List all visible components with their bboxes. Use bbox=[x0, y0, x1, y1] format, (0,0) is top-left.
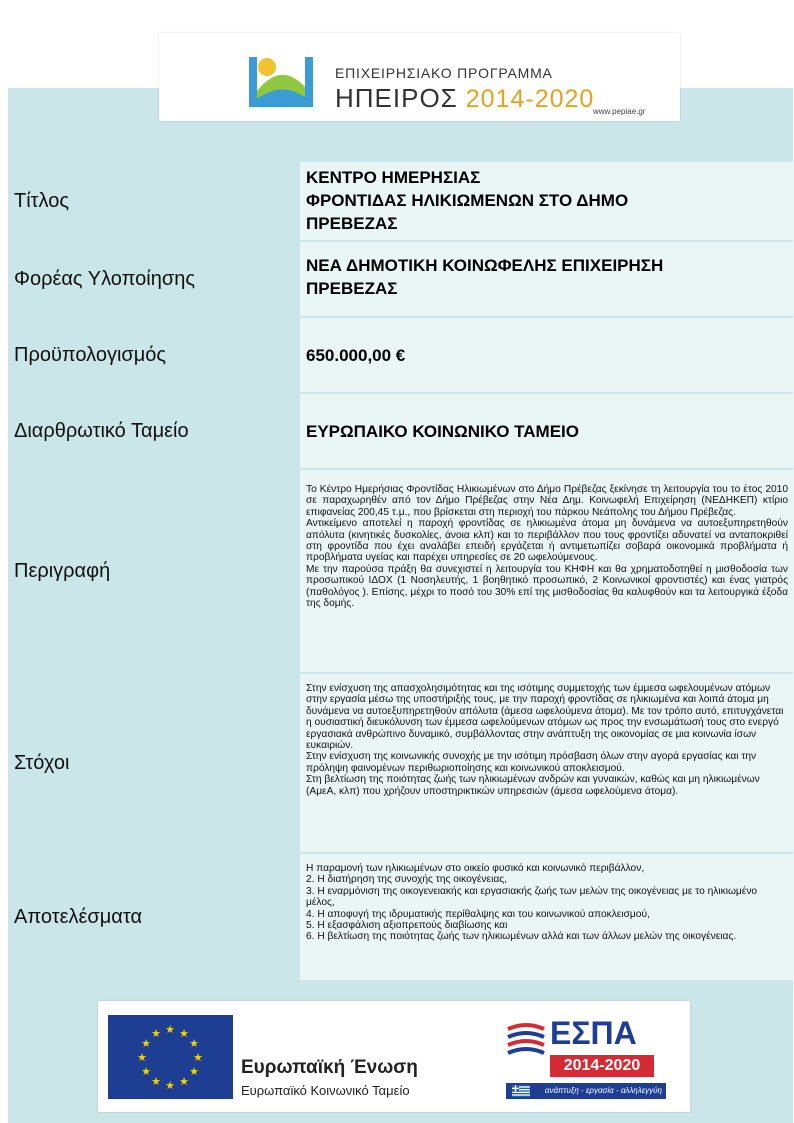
svg-text:★: ★ bbox=[179, 1075, 189, 1088]
label-description: Περιγραφή bbox=[10, 470, 298, 672]
results-item: 4. Η αποφυγή της ιδρυματικής περίθαλψης και του κοινωνικού αποκλεισμού, bbox=[306, 908, 650, 920]
value-budget: 650.000,00 € bbox=[300, 318, 794, 392]
value-results bbox=[300, 854, 794, 980]
svg-text:★: ★ bbox=[141, 1065, 151, 1078]
goals-paragraph: Στην ενίσχυση της απασχολησιμότητας και της ισότιμης συμμετοχής των έμμεσα ωφελουμένων ατόμων στην εργασία μέσω της υποστήριξής τους, με την παροχή φροντίδας σε ηλικιωμένα και λοιπά άτομα μη δυνάμενα να αυτοεξυπηρετηθούν απόλυτα (άμεσα ωφελούμενα άτομα). Με τον τρόπο αυτό, επιτυγχάνεται η ουσιαστική διευκόλυνση των έμμεσα ωφελούμενων ατόμων ως προς την ενσωμάτωσή τους στο ενεργό εργασιακά ανθρώπινο δυναμικό, συμβάλλοντας στην ανάπτυξη της οικονομίας σε μια κοινωνία ίσων ευκαιριών. bbox=[306, 683, 784, 752]
value-title bbox=[300, 162, 794, 240]
svg-text:★: ★ bbox=[137, 1051, 147, 1064]
goals-paragraph: Στη βελτίωση της ποιότητας ζωής των ηλικιωμένων ανδρών και γυναικών, καθώς και μη ηλικιωμένων (ΑμεΑ, κλπ) που χρήζουν υποστηρικτικών υπηρεσιών (άμεσα ωφελούμενα άτομα). bbox=[306, 774, 760, 797]
row-title bbox=[8, 162, 793, 240]
espa-logo bbox=[506, 1015, 666, 1099]
row-implementing-body bbox=[8, 242, 793, 316]
program-logo bbox=[159, 33, 680, 121]
description-paragraph: Αντικείμενο αποτελεί η παροχή φροντίδας σε ηλικιωμένα άτομα μη δυνάμενα να αυτοεξυπηρετηθούν απόλυτα (κινητικές δυσκολίες, άνοια κλπ) και το περιβάλλον που τους φροντίζει αδυνατεί να ανταποκριθεί στη φροντίδα που έχει αναλάβει επειδή εργάζεται ή αντιμετωπίζει σοβαρά οικονομικά προβλήματα ή προβλήματα υγείας και παρέχει υπηρεσίες σε 20 ωφελούμενους. bbox=[306, 518, 788, 564]
label-title: Τίτλος bbox=[10, 162, 298, 240]
region-name: ΗΠΕΙΡΟΣ bbox=[335, 83, 458, 113]
title-line: ΠΡΕΒΕΖΑΣ bbox=[306, 214, 398, 233]
svg-text:★: ★ bbox=[141, 1037, 151, 1050]
value-fund: ΕΥΡΩΠΑΙΚΟ ΚΟΙΝΩΝΙΚΟ ΤΑΜΕΙΟ bbox=[300, 394, 794, 468]
epirus-logo-icon bbox=[245, 51, 327, 109]
funding-logos bbox=[98, 1001, 690, 1112]
body-line: ΝΕΑ ΔΗΜΟΤΙΚΗ ΚΟΙΝΩΦΕΛΗΣ ΕΠΙΧΕΙΡΗΣΗ bbox=[306, 256, 664, 275]
label-implementing-body: Φορέας Υλοποίησης bbox=[10, 242, 298, 316]
svg-text:★: ★ bbox=[165, 1079, 175, 1092]
value-goals bbox=[300, 674, 794, 852]
results-item: 6. Η βελτίωση της ποιότητας ζωής των ηλικιωμένων αλλά και των άλλων μελών της οικογένειας. bbox=[306, 931, 737, 943]
espa-years: 2014-2020 bbox=[550, 1055, 654, 1077]
label-results: Αποτελέσματα bbox=[10, 854, 298, 980]
title-line: ΦΡΟΝΤΙΔΑΣ ΗΛΙΚΙΩΜΕΝΩΝ ΣΤΟ ΔΗΜΟ bbox=[306, 191, 629, 210]
svg-text:★: ★ bbox=[189, 1037, 199, 1050]
eu-title: Ευρωπαϊκή Ένωση bbox=[241, 1057, 418, 1078]
value-description bbox=[300, 470, 794, 672]
row-goals bbox=[8, 674, 793, 852]
program-years: 2014-2020 bbox=[465, 85, 595, 113]
label-fund: Διαρθρωτικό Ταμείο bbox=[10, 394, 298, 468]
results-item: 3. Η εναρμόνιση της οικογενειακής και εργασιακής ζωής των μελών της οικογένειας με το ηλικιωμένο μέλος, bbox=[306, 885, 758, 909]
title-line: ΚΕΝΤΡΟ ΗΜΕΡΗΣΙΑΣ bbox=[306, 168, 481, 187]
svg-text:★: ★ bbox=[193, 1051, 203, 1064]
espa-slogan: ανάπτυξη - εργασία - αλληλεγγύη bbox=[506, 1083, 666, 1099]
description-paragraph: Με την παρούσα πράξη θα συνεχιστεί η λειτουργία του ΚΗΦΗ και θα χρηματοδοτηθεί η μισθοδοσία των προσωπικού ΙΔΟΧ (1 Νοσηλευτής, 1 βοηθητικό προσωπικό, 2 Κοινωνικοί φροντιστές) και ένας γιατρός (παθολόγος ). Επίσης, μέχρι το ποσό του 30% επί της μισθοδοσίας θα καλυφθούν και τα λειτουργικά έξοδα της δομής. bbox=[306, 563, 788, 610]
eu-subtitle: Ευρωπαϊκό Κοινωνικό Ταμείο bbox=[241, 1083, 410, 1098]
results-item: 2. Η διατήρηση της συνοχής της οικογένειας, bbox=[306, 874, 507, 886]
row-budget bbox=[8, 318, 793, 392]
svg-text:★: ★ bbox=[189, 1065, 199, 1078]
results-item: Η παραμονή των ηλικιωμένων στο οικείο φυσικό και κοινωνικό περιβάλλον, bbox=[306, 863, 645, 874]
program-region bbox=[335, 83, 594, 114]
row-description bbox=[8, 470, 793, 672]
espa-word: ΕΣΠΑ bbox=[550, 1015, 637, 1051]
label-budget: Προϋπολογισμός bbox=[10, 318, 298, 392]
eu-stars-icon bbox=[108, 1015, 233, 1099]
row-fund bbox=[8, 394, 793, 468]
value-implementing-body bbox=[300, 242, 794, 316]
label-goals: Στόχοι bbox=[10, 674, 298, 852]
svg-text:★: ★ bbox=[151, 1075, 161, 1088]
greek-flag-icon bbox=[512, 1085, 530, 1097]
svg-text:★: ★ bbox=[165, 1023, 175, 1036]
description-paragraph: Το Κέντρο Ημερήσιας Φροντίδας Ηλικιωμένων στο Δήμο Πρέβεζας ξεκίνησε τη λειτουργία του το έτος 2010 σε παραχωρηθέν από τον Δήμο Πρέβεζας στην Νέα Δημ. Κοινωφελή Επιχείρηση (ΝΕΔΗΚΕΠ) κτίριο επιφανείας 200,45 τ.μ., που βρίσκεται στη περιοχή του πάρκου Νεάπολης του Δήμου Πρέβεζας. bbox=[306, 484, 788, 518]
row-results bbox=[8, 854, 793, 980]
goals-paragraph: Στην ενίσχυση της κοινωνικής συνοχής με την ισότιμη πρόσβαση όλων στην αγορά εργασίας και την πρόληψη φαινομένων περιθωριοποίησης και κοινωνικού αποκλεισμού. bbox=[306, 751, 757, 774]
eu-flag-icon bbox=[108, 1015, 233, 1099]
espa-stripes-icon bbox=[506, 1019, 546, 1059]
results-item: 5. Η εξασφάλιση αξιοπρεπούς διαβίωσης και bbox=[306, 920, 508, 932]
svg-text:★: ★ bbox=[151, 1027, 161, 1040]
svg-text:★: ★ bbox=[179, 1027, 189, 1040]
program-title: ΕΠΙΧΕΙΡΗΣΙΑΚΟ ΠΡΟΓΡΑΜΜΑ bbox=[335, 65, 553, 81]
body-line: ΠΡΕΒΕΖΑΣ bbox=[306, 279, 398, 298]
program-url: www.pepiae.gr bbox=[593, 107, 646, 116]
